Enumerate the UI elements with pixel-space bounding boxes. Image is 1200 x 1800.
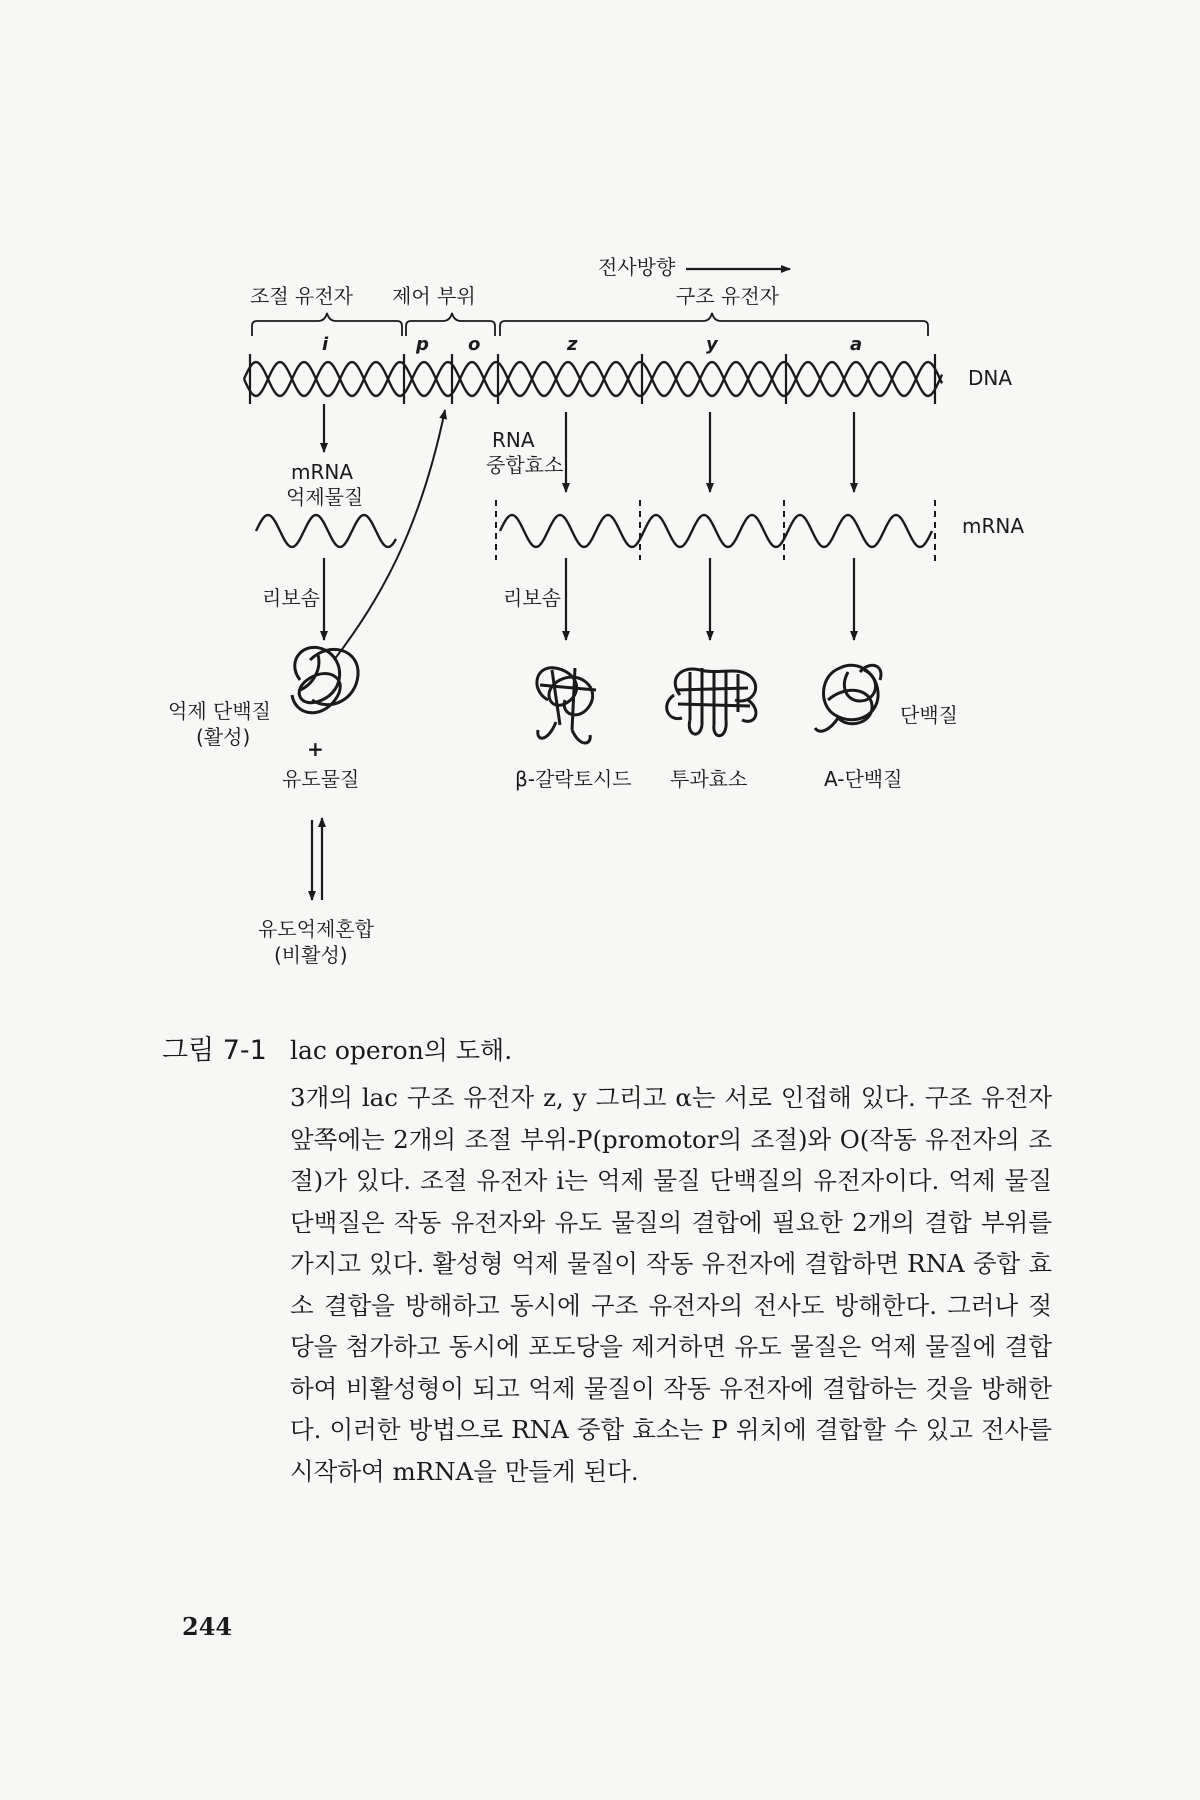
gene-letter-a: a [850,334,863,355]
repressor-mrna-wave [256,515,396,547]
permease-label: 투과효소 [670,767,748,791]
gene-letter-p: p [416,334,429,355]
repressor-protein-label-1: 억제 단백질 [168,699,271,723]
rna-polymerase-label-2: 중합효소 [486,453,564,477]
gene-letter-i: i [322,334,329,355]
brace-control [406,313,495,336]
protein-label: 단백질 [900,703,958,727]
structural-gene-label: 구조 유전자 [676,284,779,308]
caption-body: 3개의 lac 구조 유전자 z, y 그리고 α는 서로 인접해 있다. 구조 유전자 앞쪽에는 2개의 조절 부위-P(promotor의 조절)와 O(작동 유전자의 조절)가 있다. 조절 유전자 i는 억제 물질 단백질의 유전자이다. 억제 물질 단백질은 작동 유전자와 유도 물질의 결합에 필요한 2개의 결합 부위를 가지고 있다. 활성형 억제 물질이 작동 유전자에 결합하면 RNA 중합 효소 결합을 방해하고 동시에 구조 유전자의 전사도 방해한다. 그러나 젖당을 첨가하고 동시에 포도당을 제거하면 유도 물질은 억제 물질에 결합하여 비활성형이 되고 억제 물질이 작동 유전자에 결합하는 것을 방해한다. 이러한 방법으로 RNA 중합 효소는 P 위치에 결합할 수 있고 전사를 시작하여 mRNA을 만들게 된다. [290,1083,1052,1486]
brace-regulator [252,313,402,336]
caption-title: lac operon의 도해. [290,1036,513,1065]
repressor-protein-coil [292,647,358,712]
gene-letter-z: z [567,334,578,355]
a-protein-label: A-단백질 [824,767,903,791]
regulator-gene-label: 조절 유전자 [250,284,353,308]
complex-label-1: 유도억제혼합 [258,917,374,941]
rna-polymerase-label-1: RNA [492,428,535,452]
beta-galactosidase-label: β-갈락토시드 [515,767,632,791]
caption-label: 그림 7-1 [162,1035,267,1066]
repressor-mrna-label-2: 억제물질 [286,485,364,509]
repressor-mrna-label-1: mRNA [291,460,354,484]
control-region-label: 제어 부위 [392,284,476,308]
gene-letter-y: y [706,334,718,355]
transcription-direction-label: 전사방향 [598,255,676,279]
brace-structural [500,313,928,336]
inducer-label: 유도물질 [282,767,360,791]
complex-label-2: (비활성) [274,943,348,967]
a-protein-coil [815,665,881,731]
mrna-right-label: mRNA [962,514,1025,538]
dna-label: DNA [968,366,1013,390]
repressor-protein-label-2: (활성) [196,725,251,749]
permease-coil [667,668,756,736]
ribosome-left-label: 리보솜 [262,586,320,610]
page-number: 244 [182,1612,233,1641]
figure-caption [162,1028,1062,1492]
dna-double-helix [244,362,942,396]
plus-sign: + [307,737,324,761]
beta-galactosidase-coil [537,668,596,743]
operon-mrna-wave [500,515,932,547]
gene-letter-o: o [468,334,481,355]
ribosome-right-label: 리보솜 [503,586,561,610]
